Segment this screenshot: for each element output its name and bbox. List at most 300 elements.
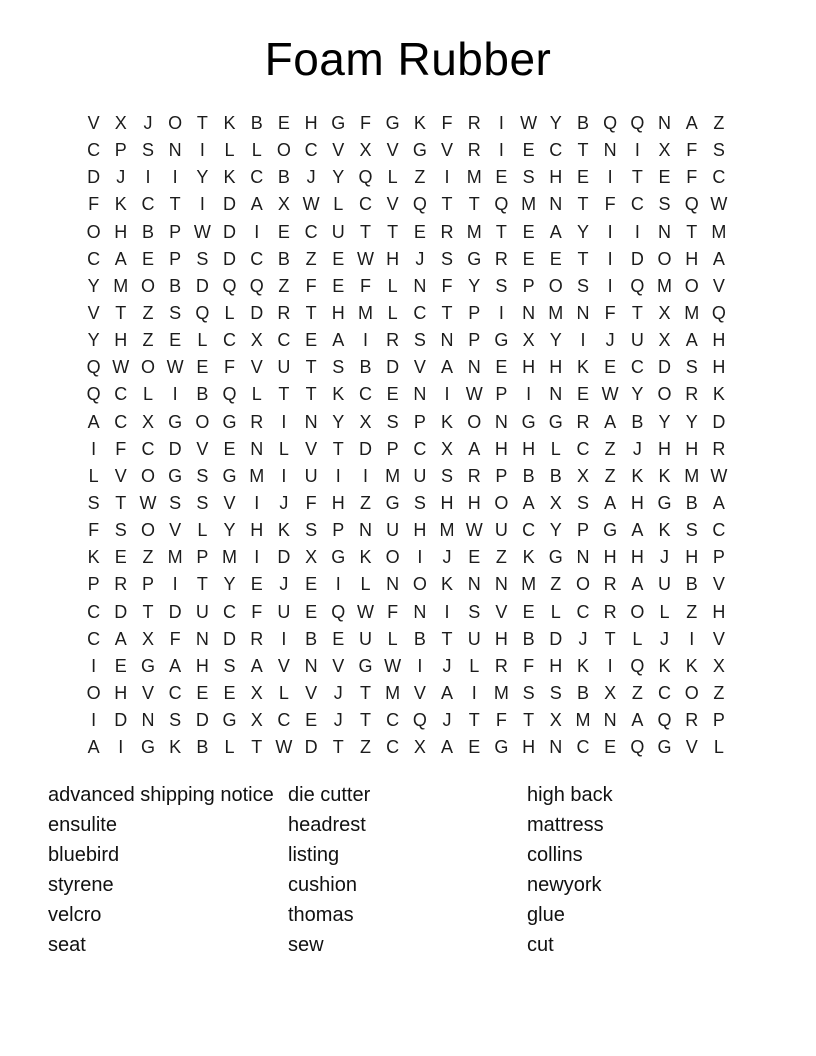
grid-cell-r12-c8: I: [281, 411, 287, 432]
grid-cell-r2-c21: I: [634, 140, 640, 161]
grid-cell-r16-c13: H: [413, 520, 427, 541]
grid-cell-r10-c22: D: [658, 357, 672, 378]
grid-cell-r23-c10: J: [333, 710, 343, 731]
grid-cell-r18-c17: M: [521, 574, 537, 595]
grid-cell-r9-c24: H: [712, 330, 726, 351]
grid-cell-r18-c23: B: [685, 574, 698, 595]
grid-cell-r19-c13: N: [413, 601, 427, 622]
grid-cell-r15-c7: I: [254, 493, 260, 514]
grid-cell-r14-c6: G: [222, 465, 237, 486]
grid-cell-r3-c3: I: [145, 167, 151, 188]
grid-cell-r7-c14: F: [441, 275, 453, 296]
grid-cell-r22-c18: S: [549, 683, 562, 704]
grid-cell-r24-c3: G: [140, 737, 155, 758]
grid-cell-r3-c24: C: [712, 167, 726, 188]
grid-cell-r4-c7: A: [250, 194, 263, 215]
grid-cell-r20-c17: B: [522, 628, 535, 649]
word-item: high back: [527, 784, 613, 806]
word-item: listing: [288, 843, 340, 866]
word-item: glue: [527, 903, 565, 926]
grid-cell-r9-c18: Y: [549, 330, 562, 351]
word-item: velcro: [48, 903, 102, 926]
grid-cell-r8-c13: C: [413, 303, 427, 324]
grid-cell-r9-c7: X: [250, 330, 263, 351]
grid-cell-r23-c8: C: [277, 710, 291, 731]
grid-cell-r10-c4: W: [166, 357, 184, 378]
grid-cell-r24-c1: A: [87, 737, 100, 758]
grid-cell-r19-c9: E: [305, 601, 318, 622]
grid-cell-r19-c16: V: [495, 601, 508, 622]
grid-cell-r3-c16: E: [495, 167, 508, 188]
grid-cell-r10-c14: A: [441, 357, 454, 378]
grid-cell-r6-c1: C: [87, 248, 101, 269]
grid-cell-r8-c3: Z: [142, 303, 154, 324]
grid-cell-r10-c8: U: [277, 357, 291, 378]
word-item: die cutter: [288, 784, 371, 806]
grid-cell-r19-c20: R: [603, 601, 617, 622]
grid-cell-r23-c23: R: [685, 710, 699, 731]
grid-cell-r2-c16: I: [498, 140, 504, 161]
grid-cell-r7-c9: F: [305, 275, 317, 296]
grid-cell-r20-c16: H: [494, 628, 508, 649]
grid-cell-r19-c2: D: [114, 601, 128, 622]
grid-cell-r17-c24: P: [712, 547, 725, 568]
grid-cell-r15-c9: F: [305, 493, 317, 514]
grid-cell-r14-c21: K: [631, 465, 644, 486]
grid-cell-r14-c12: M: [385, 465, 401, 486]
grid-cell-r18-c2: R: [114, 574, 128, 595]
grid-cell-r14-c16: P: [495, 465, 508, 486]
grid-cell-r22-c8: L: [278, 683, 289, 704]
grid-cell-r23-c4: S: [169, 710, 182, 731]
grid-cell-r15-c16: O: [494, 493, 509, 514]
grid-cell-r4-c9: W: [302, 194, 320, 215]
grid-cell-r3-c11: Q: [358, 167, 373, 188]
grid-cell-r1-c9: H: [304, 113, 318, 134]
grid-cell-r6-c8: B: [277, 248, 290, 269]
grid-cell-r22-c24: Z: [713, 683, 725, 704]
grid-cell-r2-c15: R: [467, 140, 481, 161]
grid-cell-r9-c2: H: [114, 330, 128, 351]
grid-cell-r16-c24: C: [712, 520, 726, 541]
grid-cell-r1-c5: T: [196, 113, 208, 134]
grid-cell-r24-c22: G: [657, 737, 672, 758]
grid-cell-r16-c16: U: [494, 520, 508, 541]
grid-cell-r3-c8: B: [277, 167, 290, 188]
grid-cell-r5-c8: E: [277, 221, 290, 242]
grid-cell-r2-c6: L: [224, 140, 235, 161]
grid-cell-r1-c3: J: [143, 113, 153, 134]
grid-cell-r1-c13: K: [413, 113, 426, 134]
grid-cell-r21-c7: A: [250, 655, 263, 676]
grid-cell-r4-c3: C: [141, 194, 155, 215]
grid-cell-r21-c18: H: [549, 655, 563, 676]
grid-cell-r15-c19: S: [576, 493, 589, 514]
grid-cell-r5-c12: T: [387, 221, 399, 242]
grid-cell-r13-c21: J: [632, 438, 642, 459]
grid-cell-r4-c24: W: [710, 194, 728, 215]
grid-cell-r10-c9: T: [305, 357, 317, 378]
grid-cell-r23-c11: T: [359, 710, 371, 731]
grid-cell-r13-c14: X: [441, 438, 454, 459]
grid-cell-r16-c12: U: [386, 520, 400, 541]
grid-cell-r6-c17: E: [522, 248, 535, 269]
grid-cell-r2-c19: T: [577, 140, 589, 161]
grid-cell-r22-c4: C: [168, 683, 182, 704]
grid-cell-r8-c16: I: [498, 303, 504, 324]
grid-cell-r22-c17: S: [522, 683, 535, 704]
grid-cell-r21-c15: L: [469, 655, 480, 676]
grid-cell-r19-c11: W: [356, 601, 374, 622]
grid-cell-r7-c7: Q: [249, 275, 264, 296]
grid-cell-r12-c22: Y: [658, 411, 671, 432]
grid-cell-r4-c2: K: [114, 194, 127, 215]
grid-cell-r13-c13: C: [413, 438, 427, 459]
grid-cell-r17-c7: I: [254, 547, 260, 568]
grid-cell-r15-c18: X: [549, 493, 562, 514]
grid-cell-r12-c17: G: [521, 411, 536, 432]
word-item: cut: [527, 933, 554, 956]
grid-cell-r1-c23: A: [685, 113, 698, 134]
grid-cell-r20-c13: B: [413, 628, 426, 649]
grid-cell-r21-c14: J: [442, 655, 452, 676]
grid-cell-r14-c2: V: [114, 465, 127, 486]
grid-cell-r7-c18: O: [548, 275, 563, 296]
grid-cell-r1-c15: R: [467, 113, 481, 134]
grid-cell-r14-c23: M: [684, 465, 700, 486]
grid-cell-r7-c17: P: [522, 275, 535, 296]
grid-cell-r11-c19: E: [576, 384, 589, 405]
grid-cell-r1-c1: V: [87, 113, 100, 134]
grid-cell-r14-c7: M: [249, 465, 265, 486]
grid-cell-r17-c19: N: [576, 547, 590, 568]
grid-cell-r11-c1: Q: [86, 384, 101, 405]
grid-cell-r23-c1: I: [91, 710, 97, 731]
grid-cell-r22-c20: X: [604, 683, 617, 704]
grid-cell-r16-c6: Y: [223, 520, 236, 541]
grid-cell-r16-c21: A: [631, 520, 644, 541]
grid-cell-r3-c9: J: [306, 167, 316, 188]
grid-cell-r5-c17: E: [522, 221, 535, 242]
grid-cell-r13-c22: H: [658, 438, 672, 459]
grid-cell-r12-c2: C: [114, 411, 128, 432]
grid-cell-r10-c12: D: [386, 357, 400, 378]
grid-cell-r6-c19: T: [577, 248, 589, 269]
grid-cell-r7-c2: M: [113, 275, 129, 296]
grid-cell-r21-c21: Q: [630, 655, 645, 676]
grid-cell-r2-c10: V: [332, 140, 345, 161]
grid-cell-r21-c5: H: [195, 655, 209, 676]
grid-cell-r18-c19: O: [575, 574, 590, 595]
grid-cell-r4-c4: T: [169, 194, 181, 215]
grid-cell-r14-c13: U: [413, 465, 427, 486]
grid-cell-r3-c4: I: [172, 167, 178, 188]
grid-cell-r15-c4: S: [169, 493, 182, 514]
grid-cell-r16-c9: S: [305, 520, 318, 541]
grid-cell-r18-c24: V: [712, 574, 725, 595]
grid-cell-r16-c4: V: [169, 520, 182, 541]
grid-cell-r14-c10: I: [335, 465, 341, 486]
grid-cell-r8-c4: S: [169, 303, 182, 324]
grid-cell-r7-c16: S: [495, 275, 508, 296]
grid-cell-r15-c8: J: [279, 493, 289, 514]
grid-cell-r1-c17: W: [520, 113, 538, 134]
grid-cell-r5-c22: N: [658, 221, 672, 242]
grid-cell-r13-c2: F: [115, 438, 127, 459]
grid-cell-r9-c19: I: [580, 330, 586, 351]
grid-cell-r2-c9: C: [304, 140, 318, 161]
grid-cell-r9-c9: E: [305, 330, 318, 351]
grid-cell-r9-c6: C: [223, 330, 237, 351]
grid-cell-r18-c1: P: [87, 574, 100, 595]
grid-cell-r8-c9: T: [305, 303, 317, 324]
grid-cell-r17-c9: X: [305, 547, 318, 568]
grid-cell-r17-c1: K: [87, 547, 100, 568]
grid-cell-r21-c24: X: [712, 655, 725, 676]
grid-cell-r22-c10: J: [333, 683, 343, 704]
grid-cell-r15-c20: A: [604, 493, 617, 514]
grid-cell-r8-c18: M: [548, 303, 564, 324]
grid-cell-r1-c24: Z: [713, 113, 725, 134]
grid-cell-r15-c6: V: [223, 493, 236, 514]
grid-cell-r4-c13: Q: [412, 194, 427, 215]
grid-cell-r14-c9: U: [304, 465, 318, 486]
grid-cell-r12-c23: Y: [685, 411, 698, 432]
grid-cell-r24-c8: W: [275, 737, 293, 758]
grid-cell-r7-c8: Z: [278, 275, 290, 296]
grid-cell-r5-c3: B: [141, 221, 154, 242]
grid-cell-r9-c20: J: [605, 330, 615, 351]
grid-cell-r3-c10: Y: [332, 167, 345, 188]
grid-cell-r21-c8: V: [277, 655, 290, 676]
word-item: headrest: [288, 813, 366, 836]
grid-cell-r18-c3: P: [141, 574, 154, 595]
grid-cell-r1-c19: B: [576, 113, 589, 134]
grid-cell-r4-c12: V: [386, 194, 399, 215]
grid-cell-r24-c16: G: [494, 737, 509, 758]
grid-cell-r13-c23: H: [685, 438, 699, 459]
grid-cell-r17-c22: J: [660, 547, 670, 568]
grid-cell-r16-c14: M: [439, 520, 455, 541]
grid-cell-r2-c5: I: [199, 140, 205, 161]
grid-cell-r18-c18: Z: [550, 574, 562, 595]
grid-cell-r14-c14: S: [441, 465, 454, 486]
grid-cell-r12-c20: A: [604, 411, 617, 432]
grid-cell-r20-c10: E: [332, 628, 345, 649]
word-item: seat: [48, 933, 86, 956]
grid-cell-r16-c8: K: [277, 520, 290, 541]
grid-cell-r14-c3: O: [140, 465, 155, 486]
grid-cell-r9-c21: U: [630, 330, 644, 351]
grid-cell-r7-c19: S: [576, 275, 589, 296]
grid-cell-r4-c21: C: [630, 194, 644, 215]
grid-cell-r24-c24: L: [713, 737, 724, 758]
grid-cell-r1-c10: G: [331, 113, 346, 134]
grid-cell-r4-c22: S: [658, 194, 671, 215]
grid-cell-r4-c16: Q: [494, 194, 509, 215]
grid-cell-r18-c8: J: [279, 574, 289, 595]
grid-cell-r5-c1: O: [86, 221, 101, 242]
grid-cell-r24-c12: C: [386, 737, 400, 758]
grid-cell-r23-c19: M: [575, 710, 591, 731]
grid-cell-r4-c5: I: [199, 194, 205, 215]
grid-cell-r5-c11: T: [359, 221, 371, 242]
grid-cell-r7-c15: Y: [468, 275, 481, 296]
grid-cell-r2-c24: S: [712, 140, 725, 161]
grid-cell-r4-c19: T: [577, 194, 589, 215]
grid-cell-r1-c4: O: [168, 113, 183, 134]
grid-cell-r5-c2: H: [114, 221, 128, 242]
grid-cell-r5-c20: I: [607, 221, 613, 242]
grid-cell-r7-c21: Q: [630, 275, 645, 296]
grid-cell-r3-c12: L: [387, 167, 398, 188]
grid-cell-r17-c16: Z: [495, 547, 507, 568]
grid-cell-r16-c19: P: [576, 520, 589, 541]
grid-cell-r13-c4: D: [168, 438, 182, 459]
grid-cell-r7-c12: L: [387, 275, 398, 296]
grid-cell-r5-c7: I: [254, 221, 260, 242]
grid-cell-r1-c8: E: [277, 113, 290, 134]
grid-cell-r5-c14: R: [440, 221, 454, 242]
grid-cell-r24-c23: V: [685, 737, 698, 758]
grid-cell-r11-c4: I: [172, 384, 178, 405]
grid-cell-r8-c12: L: [387, 303, 398, 324]
grid-cell-r18-c9: E: [305, 574, 318, 595]
grid-cell-r17-c17: K: [522, 547, 535, 568]
grid-cell-r19-c8: U: [277, 601, 291, 622]
grid-cell-r3-c6: K: [223, 167, 236, 188]
grid-cell-r12-c6: G: [222, 411, 237, 432]
grid-cell-r6-c5: S: [196, 248, 209, 269]
grid-cell-r16-c2: S: [114, 520, 127, 541]
grid-cell-r1-c6: K: [223, 113, 236, 134]
grid-cell-r15-c1: S: [87, 493, 100, 514]
word-item: sew: [288, 933, 324, 956]
grid-cell-r13-c16: H: [494, 438, 508, 459]
grid-cell-r11-c5: B: [196, 384, 209, 405]
grid-cell-r20-c4: F: [169, 628, 181, 649]
grid-cell-r24-c14: A: [441, 737, 454, 758]
grid-cell-r24-c17: H: [522, 737, 536, 758]
grid-cell-r24-c7: T: [251, 737, 263, 758]
grid-cell-r18-c21: A: [631, 574, 644, 595]
grid-cell-r6-c21: D: [630, 248, 644, 269]
grid-cell-r15-c17: A: [522, 493, 535, 514]
grid-cell-r22-c13: V: [413, 683, 426, 704]
grid-cell-r21-c9: N: [304, 655, 318, 676]
grid-cell-r11-c9: T: [305, 384, 317, 405]
grid-cell-r1-c21: Q: [630, 113, 645, 134]
grid-cell-r23-c20: N: [603, 710, 617, 731]
grid-cell-r17-c12: O: [385, 547, 400, 568]
grid-cell-r4-c10: L: [333, 194, 344, 215]
grid-cell-r16-c1: F: [88, 520, 100, 541]
grid-cell-r2-c22: X: [658, 140, 671, 161]
grid-cell-r2-c14: V: [441, 140, 454, 161]
grid-cell-r2-c11: X: [359, 140, 372, 161]
grid-cell-r8-c6: L: [224, 303, 235, 324]
grid-cell-r13-c17: H: [522, 438, 536, 459]
word-list-column-1: [48, 781, 274, 960]
grid-cell-r5-c5: W: [193, 221, 211, 242]
grid-cell-r21-c11: G: [358, 655, 373, 676]
word-item: bluebird: [48, 843, 120, 866]
grid-cell-r7-c24: V: [712, 275, 725, 296]
grid-cell-r16-c10: P: [332, 520, 345, 541]
grid-cell-r23-c14: J: [442, 710, 452, 731]
grid-cell-r2-c18: C: [549, 140, 563, 161]
grid-cell-r8-c1: V: [87, 303, 100, 324]
word-item: newyork: [527, 873, 602, 896]
letter-grid: [80, 110, 733, 761]
grid-cell-r11-c17: I: [526, 384, 532, 405]
grid-cell-r8-c23: M: [684, 303, 700, 324]
grid-cell-r15-c15: H: [467, 493, 481, 514]
grid-cell-r12-c15: O: [467, 411, 482, 432]
grid-cell-r17-c14: J: [442, 547, 452, 568]
grid-cell-r19-c12: F: [387, 601, 399, 622]
grid-cell-r10-c6: F: [224, 357, 236, 378]
grid-cell-r3-c1: D: [87, 167, 101, 188]
grid-cell-r13-c8: L: [278, 438, 289, 459]
grid-cell-r20-c21: L: [632, 628, 643, 649]
grid-cell-r6-c3: E: [141, 248, 154, 269]
grid-cell-r8-c24: Q: [711, 303, 726, 324]
grid-cell-r22-c1: O: [86, 683, 101, 704]
grid-cell-r3-c19: E: [576, 167, 589, 188]
grid-cell-r18-c4: I: [172, 574, 178, 595]
grid-cell-r3-c22: E: [658, 167, 671, 188]
grid-cell-r15-c23: B: [685, 493, 698, 514]
grid-cell-r12-c9: N: [304, 411, 318, 432]
word-item: cushion: [288, 873, 357, 896]
grid-cell-r9-c22: X: [658, 330, 671, 351]
grid-cell-r23-c24: P: [712, 710, 725, 731]
grid-cell-r17-c23: H: [685, 547, 699, 568]
grid-cell-r20-c14: T: [441, 628, 453, 649]
grid-cell-r23-c17: T: [523, 710, 535, 731]
grid-cell-r17-c3: Z: [142, 547, 154, 568]
grid-cell-r4-c11: C: [358, 194, 372, 215]
grid-cell-r23-c6: G: [222, 710, 237, 731]
grid-cell-r16-c23: S: [685, 520, 698, 541]
grid-cell-r19-c4: D: [168, 601, 182, 622]
grid-cell-r22-c11: T: [359, 683, 371, 704]
grid-cell-r19-c19: C: [576, 601, 590, 622]
grid-cell-r9-c12: R: [386, 330, 400, 351]
grid-cell-r13-c10: T: [332, 438, 344, 459]
grid-cell-r6-c7: C: [250, 248, 264, 269]
grid-cell-r8-c2: T: [115, 303, 127, 324]
grid-cell-r20-c2: A: [114, 628, 127, 649]
grid-cell-r22-c2: H: [114, 683, 128, 704]
grid-cell-r6-c2: A: [114, 248, 127, 269]
grid-cell-r13-c11: D: [358, 438, 372, 459]
grid-cell-r8-c21: T: [631, 303, 643, 324]
word-item: ensulite: [48, 813, 117, 836]
grid-cell-r2-c23: F: [686, 140, 698, 161]
grid-cell-r16-c22: K: [658, 520, 671, 541]
grid-cell-r11-c21: Y: [631, 384, 644, 405]
grid-cell-r12-c21: B: [631, 411, 644, 432]
grid-cell-r10-c5: E: [196, 357, 209, 378]
grid-cell-r23-c12: C: [386, 710, 400, 731]
grid-cell-r20-c15: U: [467, 628, 481, 649]
grid-cell-r3-c23: F: [686, 167, 698, 188]
grid-cell-r21-c12: W: [384, 655, 402, 676]
grid-cell-r14-c5: S: [196, 465, 209, 486]
grid-cell-r12-c1: A: [87, 411, 100, 432]
